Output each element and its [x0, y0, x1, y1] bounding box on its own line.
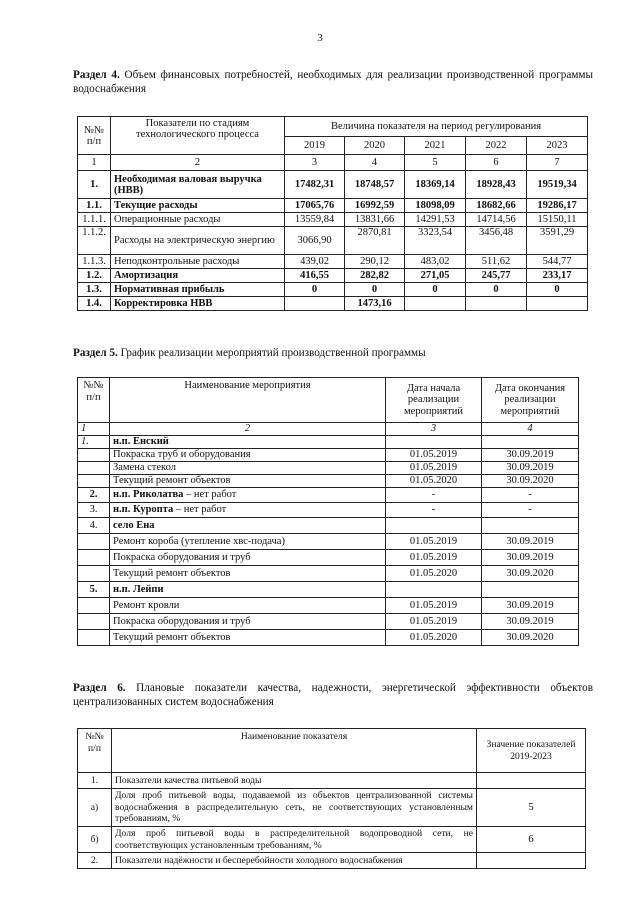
row-start: 01.05.2019: [386, 462, 482, 475]
row-value: 0: [405, 283, 466, 297]
table-row: [78, 449, 579, 462]
activities-schedule-table: [77, 377, 579, 646]
row-value: [285, 297, 345, 311]
table-row: [78, 227, 588, 255]
header-num: №№ п/п: [78, 117, 111, 155]
table-row: [78, 283, 588, 297]
row-value: 18748,57: [345, 171, 405, 199]
row-value: [466, 297, 527, 311]
row-name: Корректировка НВВ: [111, 297, 285, 311]
section6-title-text: Плановые показатели качества, надежности, энергетической эффективности объектов централизованных систем водоснабжения: [73, 682, 594, 708]
row-name-cell: [110, 503, 386, 518]
row-name: Показатели надёжности и бесперебойности холодного водоснабжения: [112, 853, 477, 869]
row-num: 1.2.: [78, 269, 111, 283]
row-value: 18098,09: [405, 199, 466, 213]
row-name: н.п. Лейпи: [110, 582, 386, 598]
row-start: 01.05.2019: [386, 550, 482, 566]
row-value: 245,77: [466, 269, 527, 283]
row-value: 17065,76: [285, 199, 345, 213]
row-value: 290,12: [345, 255, 405, 269]
row-name: Доля проб питьевой воды, подаваемой из объектов централизованной системы водоснабжения в распределительную сеть, не соответствующих установленным требованиям, %: [112, 789, 477, 827]
row-name-cell: [110, 488, 386, 503]
row-name-suffix: – нет работ: [173, 504, 227, 516]
row-end: [482, 582, 579, 598]
header-num: №№ п/п: [78, 378, 110, 423]
row-name: Текущий ремонт объектов: [110, 475, 386, 488]
row-start: 01.05.2019: [386, 449, 482, 462]
table-row: [78, 503, 579, 518]
col-number: 1: [78, 423, 110, 436]
row-value: [477, 773, 586, 789]
header-start-date: Дата начала реализации мероприятий: [386, 378, 482, 423]
col-number: 4: [482, 423, 579, 436]
row-end: 30.09.2020: [482, 630, 579, 646]
row-value: 483,02: [405, 255, 466, 269]
row-start: 01.05.2019: [386, 534, 482, 550]
table-row: [78, 518, 579, 534]
table-row: [78, 171, 588, 199]
row-end: 30.09.2020: [482, 475, 579, 488]
row-value: 19519,34: [527, 171, 588, 199]
row-end: -: [482, 488, 579, 503]
row-value: 14714,56: [466, 213, 527, 227]
row-name: н.п. Риколатва: [113, 489, 184, 501]
header-value: Величина показателя на период регулирования: [285, 117, 588, 137]
row-name: Необходимая валовая выручка (НВВ): [111, 171, 285, 199]
row-value: 544,77: [527, 255, 588, 269]
table-row: [78, 582, 579, 598]
row-num: 1.: [78, 773, 112, 789]
table-row: [78, 773, 586, 789]
table-row: [78, 789, 586, 827]
header-year: 2022: [466, 137, 527, 155]
row-name: Покраска оборудования и труб: [110, 550, 386, 566]
row-name: н.п. Енский: [110, 436, 386, 449]
row-num: 1.1.3.: [78, 255, 111, 269]
row-value: 3456,48: [466, 227, 527, 255]
col-number: 4: [345, 155, 405, 171]
row-name: Текущие расходы: [111, 199, 285, 213]
header-indicator: Показатели по стадиям технологического процесса: [111, 117, 285, 155]
header-year: 2020: [345, 137, 405, 155]
row-value: [405, 297, 466, 311]
row-end: 30.09.2019: [482, 449, 579, 462]
row-name: н.п. Куропта: [113, 504, 174, 516]
row-num: [78, 534, 110, 550]
col-number: 1: [78, 155, 111, 171]
row-name: Текущий ремонт объектов: [110, 566, 386, 582]
header-activity: Наименование мероприятия: [110, 378, 386, 423]
row-num: 2.: [78, 488, 110, 503]
row-name: Амортизация: [111, 269, 285, 283]
row-name: Нормативная прибыль: [111, 283, 285, 297]
row-value: 6: [477, 827, 586, 853]
row-num: [78, 550, 110, 566]
quality-indicators-table: [77, 728, 586, 869]
row-end: 30.09.2020: [482, 566, 579, 582]
row-start: 01.05.2020: [386, 566, 482, 582]
col-number: 7: [527, 155, 588, 171]
table-row: [78, 630, 579, 646]
row-value: [527, 297, 588, 311]
row-start: [386, 436, 482, 449]
row-value: 3591,29: [527, 227, 588, 255]
row-value: 1473,16: [345, 297, 405, 311]
row-num: 1.1.1.: [78, 213, 111, 227]
row-start: 01.05.2020: [386, 630, 482, 646]
row-num: 1.4.: [78, 297, 111, 311]
table-row: [78, 255, 588, 269]
header-indicator-name: Наименование показателя: [112, 729, 477, 773]
section6-title-bold: Раздел 6.: [73, 682, 126, 694]
table-row: [78, 488, 579, 503]
row-num: [78, 475, 110, 488]
row-start: [386, 582, 482, 598]
row-value: 2870,81: [345, 227, 405, 255]
col-number: 3: [285, 155, 345, 171]
header-end-date: Дата окончания реализации мероприятий: [482, 378, 579, 423]
row-name: Покраска труб и оборудования: [110, 449, 386, 462]
row-value: 5: [477, 789, 586, 827]
row-end: 30.09.2019: [482, 598, 579, 614]
row-value: [477, 853, 586, 869]
row-value: 16992,59: [345, 199, 405, 213]
row-value: 13559,84: [285, 213, 345, 227]
row-value: 416,55: [285, 269, 345, 283]
row-start: 01.05.2020: [386, 475, 482, 488]
page-number: 3: [317, 32, 323, 44]
row-name: Ремонт кровли: [110, 598, 386, 614]
row-num: 5.: [78, 582, 110, 598]
section5-title-text: График реализации мероприятий производственной программы: [120, 347, 426, 359]
table-row: [78, 199, 588, 213]
row-num: 3.: [78, 503, 110, 518]
col-number: 2: [111, 155, 285, 171]
financial-needs-table: [77, 116, 588, 311]
col-number: 2: [110, 423, 386, 436]
row-value: 3066,90: [285, 227, 345, 255]
row-value: 13831,66: [345, 213, 405, 227]
header-num: №№ п/п: [78, 729, 112, 773]
row-name: Показатели качества питьевой воды: [112, 773, 477, 789]
section5-title-bold: Раздел 5.: [73, 347, 118, 359]
table-row: [78, 269, 588, 283]
table-row: [78, 566, 579, 582]
row-end: [482, 518, 579, 534]
row-value: 0: [345, 283, 405, 297]
row-value: 271,05: [405, 269, 466, 283]
table-row: [78, 614, 579, 630]
row-value: 0: [466, 283, 527, 297]
col-number: 3: [386, 423, 482, 436]
section4-heading: [73, 68, 593, 96]
row-num: [78, 449, 110, 462]
row-num: 1.: [78, 171, 111, 199]
table-row: [78, 853, 586, 869]
row-num: 1.3.: [78, 283, 111, 297]
row-end: 30.09.2019: [482, 534, 579, 550]
row-end: 30.09.2019: [482, 614, 579, 630]
row-value: 18369,14: [405, 171, 466, 199]
section4-title-bold: Раздел 4.: [73, 69, 120, 81]
row-value: 17482,31: [285, 171, 345, 199]
row-num: а): [78, 789, 112, 827]
row-name: Покраска оборудования и труб: [110, 614, 386, 630]
table-row: [78, 436, 579, 449]
row-num: [78, 630, 110, 646]
header-year: 2021: [405, 137, 466, 155]
row-num: 1.: [78, 436, 110, 449]
section6-heading: [73, 681, 593, 709]
row-start: -: [386, 488, 482, 503]
row-end: 30.09.2019: [482, 462, 579, 475]
row-value: 15150,11: [527, 213, 588, 227]
row-name: Замена стекол: [110, 462, 386, 475]
row-num: [78, 566, 110, 582]
column-number-row: [78, 423, 579, 436]
row-end: [482, 436, 579, 449]
section5-heading: [73, 346, 593, 360]
row-end: 30.09.2019: [482, 550, 579, 566]
row-name: Неподконтрольные расходы: [111, 255, 285, 269]
table-row: [78, 550, 579, 566]
header-year: 2019: [285, 137, 345, 155]
row-name: Расходы на электрическую энергию: [111, 227, 285, 255]
table-row: [78, 827, 586, 853]
row-start: 01.05.2019: [386, 614, 482, 630]
row-value: 14291,53: [405, 213, 466, 227]
row-name: Ремонт короба (утепление хвс-подача): [110, 534, 386, 550]
row-value: 511,62: [466, 255, 527, 269]
section4-title-text: Объем финансовых потребностей, необходимых для реализации производственной программы водоснабжения: [73, 69, 594, 95]
table-row: [78, 462, 579, 475]
row-value: 3323,54: [405, 227, 466, 255]
row-num: 1.1.2.: [78, 227, 111, 255]
row-value: 0: [527, 283, 588, 297]
table-row: [78, 297, 588, 311]
row-value: 233,17: [527, 269, 588, 283]
row-num: 1.1.: [78, 199, 111, 213]
row-num: [78, 598, 110, 614]
table-row: [78, 598, 579, 614]
row-name: село Ена: [110, 518, 386, 534]
row-value: 439,02: [285, 255, 345, 269]
row-end: -: [482, 503, 579, 518]
row-num: [78, 462, 110, 475]
row-num: 4.: [78, 518, 110, 534]
row-value: 18928,43: [466, 171, 527, 199]
col-number: 5: [405, 155, 466, 171]
row-value: 0: [285, 283, 345, 297]
table-row: [78, 475, 579, 488]
row-num: 2.: [78, 853, 112, 869]
row-value: 19286,17: [527, 199, 588, 213]
table-row: [78, 534, 579, 550]
row-name: Текущий ремонт объектов: [110, 630, 386, 646]
row-start: [386, 518, 482, 534]
column-number-row: [78, 155, 588, 171]
row-name: Операционные расходы: [111, 213, 285, 227]
row-start: -: [386, 503, 482, 518]
table-row: [78, 213, 588, 227]
col-number: 6: [466, 155, 527, 171]
header-year: 2023: [527, 137, 588, 155]
row-start: 01.05.2019: [386, 598, 482, 614]
header-indicator-value: Значение показателей 2019-2023: [477, 729, 586, 773]
row-value: 282,82: [345, 269, 405, 283]
row-value: 18682,66: [466, 199, 527, 213]
row-num: б): [78, 827, 112, 853]
row-name-suffix: – нет работ: [183, 489, 237, 501]
row-name: Доля проб питьевой воды в распределительной водопроводной сети, не соответствующих установленным требованиям, %: [112, 827, 477, 853]
row-num: [78, 614, 110, 630]
